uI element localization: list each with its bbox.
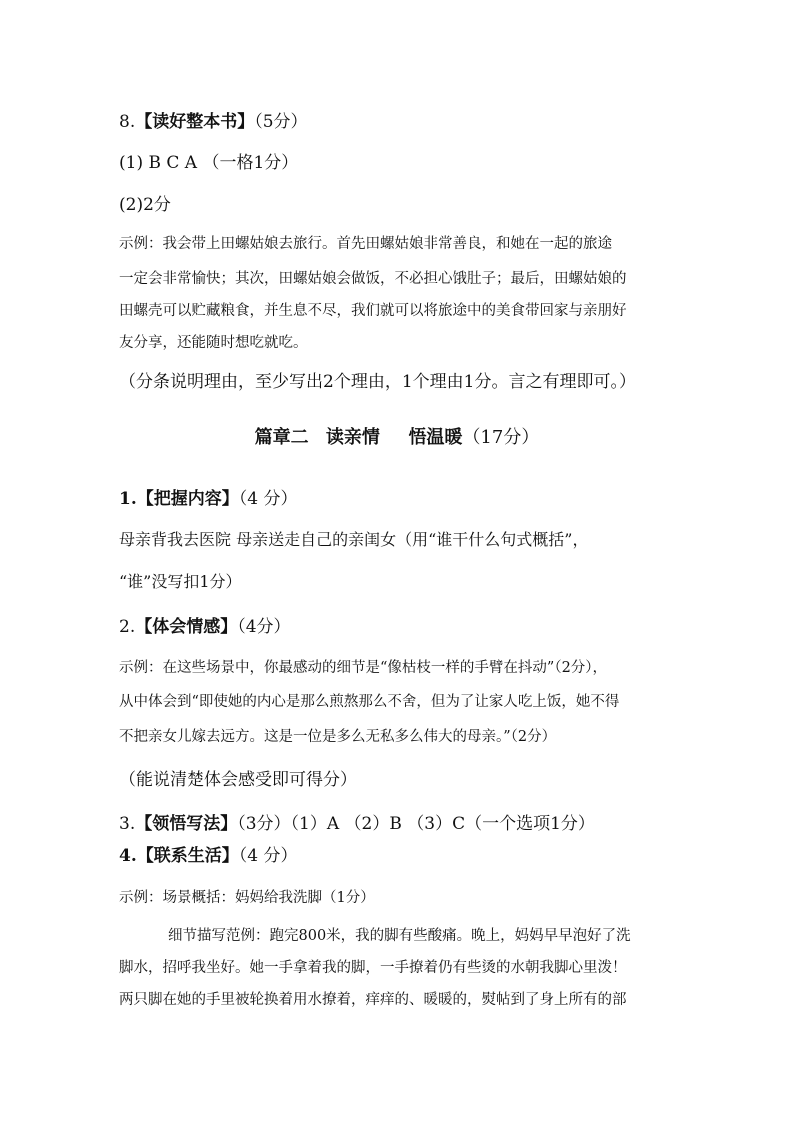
- q8-part1: (1) B C A （一格1分）: [119, 153, 299, 173]
- q2-score: （4分）: [237, 617, 291, 637]
- q2-number: 2.: [119, 617, 136, 637]
- q8-heading: [119, 107, 308, 132]
- q4-heading: [119, 841, 297, 866]
- section-title-b: 读亲情: [325, 427, 380, 448]
- q3-number: 3.: [119, 814, 136, 834]
- q8-note: （分条说明理由，至少写出2个理由，1个理由1分。言之有理即可。）: [119, 372, 636, 392]
- q8-title: 【读好整本书】: [135, 112, 255, 132]
- q3-title: 【领悟写法】: [135, 814, 238, 834]
- q8-example-line-3: 田螺壳可以贮藏粮食，并生息不尽，我们就可以将旅途中的美食带回家与亲朋好: [119, 303, 627, 319]
- q4-title: 【联系生活】: [136, 846, 239, 866]
- q2-example-line-2: 从中体会到“即使她的内心是那么煎熬那么不舍，但为了让家人吃上饭，她不得: [119, 694, 620, 710]
- q4-detail-line-2: 脚水，招呼我坐好。她一手拿着我的脚，一手撩着仍有些烫的水朝我脚心里泼！: [119, 960, 627, 976]
- q8-example-line-2: 一定会非常愉快；其次，田螺姑娘会做饭，不必担心饿肚子；最后，田螺姑娘的: [119, 271, 627, 287]
- q2-example-line-1: 示例：在这些场景中，你最感动的细节是“像枯枝一样的手臂在抖动”（2分），: [119, 660, 608, 676]
- q1-number: 1.: [119, 489, 137, 509]
- q4-score: （4 分）: [238, 846, 298, 866]
- q4-number: 4.: [119, 846, 137, 866]
- section-title-a: 篇章二: [254, 427, 309, 448]
- q1-heading: [119, 484, 297, 509]
- q2-note: （能说清楚体会感受即可得分）: [119, 770, 357, 790]
- q8-example-line-1: 示例：我会带上田螺姑娘去旅行。首先田螺姑娘非常善良，和她在一起的旅途: [119, 236, 612, 252]
- q1-answer-line-2: “谁”没写扣1分）: [119, 572, 242, 591]
- q1-title: 【把握内容】: [136, 489, 239, 509]
- q4-detail-line-3: 两只脚在她的手里被轮换着用水撩着，痒痒的、暖暖的，熨帖到了身上所有的部: [119, 992, 627, 1008]
- section-title-score: （17分）: [462, 427, 540, 448]
- q4-detail-line-1: 细节描写范例：跑完800米，我的脚有些酸痛。晚上，妈妈早早泡好了洗: [168, 928, 631, 944]
- q1-score: （4 分）: [238, 489, 298, 509]
- q8-part2: (2)2分: [119, 195, 171, 215]
- q8-example-line-4: 友分享，还能随时想吃就吃。: [119, 335, 308, 351]
- q2-example-line-3: 不把亲女儿嫁去远方。这是一位是多么无私多么伟大的母亲。”（2分）: [119, 729, 557, 745]
- section-title-c: 悟温暖: [408, 427, 463, 448]
- q2-title: 【体会情感】: [135, 617, 238, 637]
- q1-answer-line-1: 母亲背我去医院 母亲送走自己的亲闺女（用“谁干什么句式概括”，: [119, 530, 589, 549]
- q3-answers: （3分）（1）A （2）B （3）C（一个选项1分）: [237, 814, 595, 834]
- q2-heading: [119, 612, 291, 637]
- q3-heading: [119, 809, 595, 834]
- q8-number: 8.: [119, 112, 136, 132]
- q8-score: （5分）: [254, 112, 308, 132]
- section-title: [0, 423, 794, 449]
- q4-example: 示例：场景概括：妈妈给我洗脚（1分）: [119, 890, 375, 906]
